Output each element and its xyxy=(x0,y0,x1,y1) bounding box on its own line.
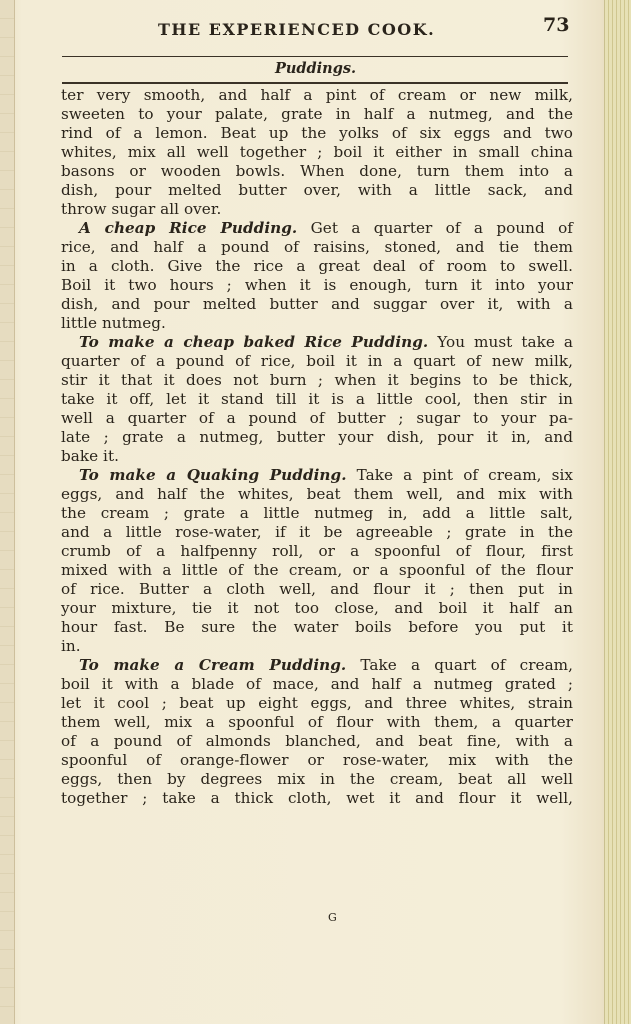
text-line xyxy=(61,637,573,656)
text-line xyxy=(61,105,573,124)
text-line xyxy=(61,124,573,143)
text-segment: quarter of a pound of rice, boil it in a quart of new milk, xyxy=(61,352,573,370)
text-line xyxy=(61,732,573,751)
page-fore-edge xyxy=(604,0,631,1024)
text-segment: Take a pint of cream, six xyxy=(346,466,574,484)
text-line xyxy=(61,542,573,561)
text-segment: dish, pour melted butter over, with a little sack, and xyxy=(61,181,573,199)
text-segment: spoonful of orange-flower or rose-water, mix with the xyxy=(61,751,573,769)
text-segment: late ; grate a nutmeg, butter your dish, pour it in, and xyxy=(61,428,573,446)
text-segment: Get a quarter of a pound of xyxy=(297,219,573,237)
text-segment: of a pound of almonds blanched, and beat fine, with a xyxy=(61,732,573,750)
text-segment: eggs, and half the whites, beat them well, and mix with xyxy=(61,485,573,503)
text-segment: bake it. xyxy=(61,447,119,465)
text-line xyxy=(61,257,573,276)
text-segment: the cream ; grate a little nutmeg in, add a little salt, xyxy=(61,504,573,522)
text-line xyxy=(61,447,573,466)
page-gutter xyxy=(0,0,15,1024)
text-segment: rice, and half a pound of raisins, stoned, and tie them xyxy=(61,238,573,256)
recipe-heading: To make a Cream Pudding. xyxy=(79,656,347,674)
text-line xyxy=(61,599,573,618)
text-line xyxy=(61,789,573,808)
text-line xyxy=(61,409,573,428)
text-segment: mixed with a little of the cream, or a spoonful of the flour xyxy=(61,561,573,579)
text-segment: crumb of a halfpenny roll, or a spoonful of flour, first xyxy=(61,542,573,560)
text-segment: stir it that it does not burn ; when it begins to be thick, xyxy=(61,371,573,389)
text-line xyxy=(61,561,573,580)
text-line xyxy=(61,656,573,675)
text-line xyxy=(61,580,573,599)
text-line xyxy=(61,713,573,732)
text-line xyxy=(61,675,573,694)
text-segment: Take a quart of cream, xyxy=(346,656,573,674)
text-line xyxy=(61,371,573,390)
running-title: THE EXPERIENCED COOK. xyxy=(158,20,436,39)
text-line xyxy=(61,219,573,238)
signature-mark: G xyxy=(328,911,337,924)
header-rule-bottom xyxy=(62,82,568,84)
text-segment: boil it with a blade of mace, and half a nutmeg grated ; xyxy=(61,675,573,693)
text-segment: your mixture, tie it not too close, and boil it half an xyxy=(61,599,573,617)
text-segment: sweeten to your palate, grate in half a nutmeg, and the xyxy=(61,105,573,123)
text-line xyxy=(61,428,573,447)
text-line xyxy=(61,333,573,352)
text-line xyxy=(61,523,573,542)
text-line xyxy=(61,86,573,105)
text-segment: let it cool ; beat up eight eggs, and three whites, strain xyxy=(61,694,573,712)
text-line xyxy=(61,314,573,333)
text-line xyxy=(61,390,573,409)
text-segment: basons or wooden bowls. When done, turn them into a xyxy=(61,162,573,180)
recipe-heading: A cheap Rice Pudding. xyxy=(79,219,298,237)
text-segment: hour fast. Be sure the water boils before you put it xyxy=(61,618,573,636)
text-line xyxy=(61,504,573,523)
text-segment: of rice. Butter a cloth well, and flour it ; then put in xyxy=(61,580,573,598)
text-line xyxy=(61,200,573,219)
text-segment: throw sugar all over. xyxy=(61,200,222,218)
text-segment: Boil it two hours ; when it is enough, turn it into your xyxy=(61,276,573,294)
text-line xyxy=(61,181,573,200)
text-line xyxy=(61,485,573,504)
text-segment: dish, and pour melted butter and suggar over it, with a xyxy=(61,295,573,313)
text-segment: them well, mix a spoonful of flour with them, a quarter xyxy=(61,713,573,731)
text-line xyxy=(61,143,573,162)
text-line xyxy=(61,295,573,314)
body-text xyxy=(61,86,573,808)
text-segment: ter very smooth, and half a pint of cream or new milk, xyxy=(61,86,573,104)
text-segment: in a cloth. Give the rice a great deal of room to swell. xyxy=(61,257,573,275)
text-segment: little nutmeg. xyxy=(61,314,166,332)
text-line xyxy=(61,238,573,257)
text-segment: well a quarter of a pound of butter ; sugar to your pa- xyxy=(61,409,573,427)
text-line xyxy=(61,352,573,371)
text-line xyxy=(61,162,573,181)
text-segment: whites, mix all well together ; boil it either in small china xyxy=(61,143,573,161)
header-rule-top xyxy=(62,56,568,57)
recipe-heading: To make a Quaking Pudding. xyxy=(79,466,347,484)
text-line xyxy=(61,466,573,485)
text-line xyxy=(61,276,573,295)
text-segment: You must take a xyxy=(428,333,573,351)
text-segment: rind of a lemon. Beat up the yolks of six eggs and two xyxy=(61,124,573,142)
text-line xyxy=(61,694,573,713)
text-segment: together ; take a thick cloth, wet it and flour it well, xyxy=(61,789,573,807)
text-segment: in. xyxy=(61,637,81,655)
text-line xyxy=(61,770,573,789)
text-segment: and a little rose-water, if it be agreeable ; grate in the xyxy=(61,523,573,541)
text-segment: eggs, then by degrees mix in the cream, beat all well xyxy=(61,770,573,788)
page-number: 73 xyxy=(543,14,570,36)
text-line xyxy=(61,618,573,637)
recipe-heading: To make a cheap baked Rice Pudding. xyxy=(79,333,429,351)
text-segment: take it off, let it stand till it is a little cool, then stir in xyxy=(61,390,573,408)
text-line xyxy=(61,751,573,770)
section-heading: Puddings. xyxy=(274,60,357,77)
